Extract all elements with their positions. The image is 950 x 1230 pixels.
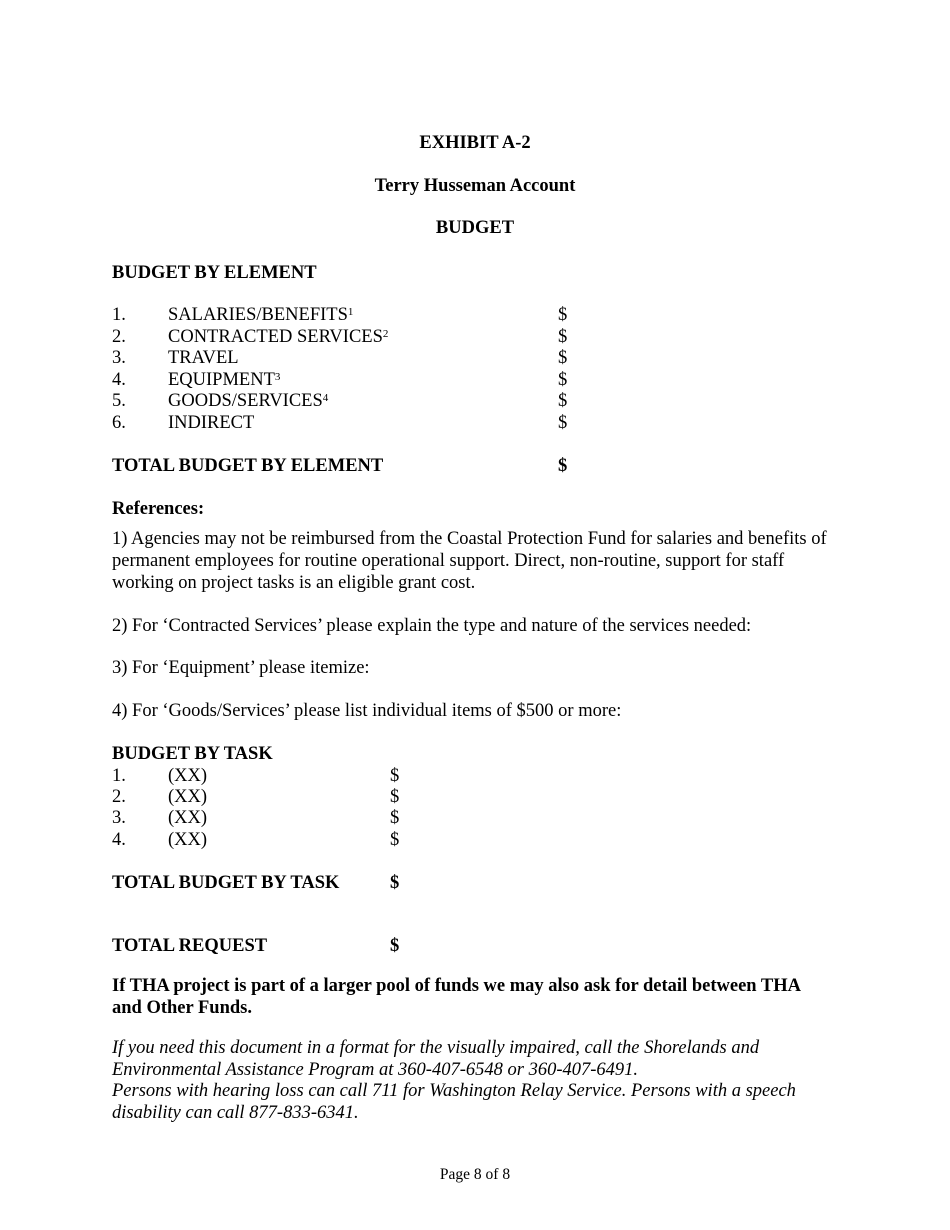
element-row-amount: $ xyxy=(558,413,568,433)
footnote-ref: 4 xyxy=(322,392,329,404)
accessibility-note-2: Persons with hearing loss can call 711 for Washington Relay Service. Persons with a speech disability can call 877-833-6341. xyxy=(112,1081,796,1123)
element-row-label: INDIRECT xyxy=(168,413,255,433)
tha-note: If THA project is part of a larger pool of funds we may also ask for detail between THA and Other Funds. xyxy=(112,976,800,1018)
task-row-amount: $ xyxy=(390,808,400,828)
total-by-element-label: TOTAL BUDGET BY ELEMENT xyxy=(112,456,384,476)
total-by-task-label: TOTAL BUDGET BY TASK xyxy=(112,873,340,893)
references-heading: References: xyxy=(112,499,205,519)
element-row-amount: $ xyxy=(558,327,568,347)
element-row-number: 6. xyxy=(112,413,126,433)
element-row-label: TRAVEL xyxy=(168,348,239,368)
element-row-number: 1. xyxy=(112,305,126,325)
element-row-number: 4. xyxy=(112,370,126,390)
reference-2: 2) For ‘Contracted Services’ please explain the type and nature of the services needed: xyxy=(112,616,752,636)
total-by-task-amount: $ xyxy=(390,873,400,893)
element-row-number: 5. xyxy=(112,391,126,411)
footnote-ref: 2 xyxy=(382,328,389,340)
task-row-label: (XX) xyxy=(168,830,208,850)
reference-3: 3) For ‘Equipment’ please itemize: xyxy=(112,658,370,678)
task-row-amount: $ xyxy=(390,830,400,850)
footnote-ref: 1 xyxy=(347,306,354,318)
task-row-amount: $ xyxy=(390,787,400,807)
reference-4: 4) For ‘Goods/Services’ please list individual items of $500 or more: xyxy=(112,701,622,721)
task-row-number: 3. xyxy=(112,808,126,828)
element-row-label: GOODS/SERVICES$^4$ xyxy=(168,391,329,411)
element-row-amount: $ xyxy=(558,348,568,368)
task-row-label: (XX) xyxy=(168,766,208,786)
task-row-number: 4. xyxy=(112,830,126,850)
exhibit-title: EXHIBIT A-2 xyxy=(419,133,531,153)
element-row-label: EQUIPMENT$^3$ xyxy=(168,370,281,390)
element-row-number: 2. xyxy=(112,327,126,347)
budget-by-element-heading: BUDGET BY ELEMENT xyxy=(112,263,317,283)
task-row-label: (XX) xyxy=(168,808,208,828)
account-title: Terry Husseman Account xyxy=(374,176,576,196)
element-row-amount: $ xyxy=(558,391,568,411)
total-by-element-amount: $ xyxy=(558,456,568,476)
total-request-amount: $ xyxy=(390,936,400,956)
budget-title: BUDGET xyxy=(435,218,515,238)
task-row-label: (XX) xyxy=(168,787,208,807)
page-number: Page 8 of 8 xyxy=(439,1166,511,1183)
footnote-ref: 3 xyxy=(274,371,281,383)
task-row-number: 2. xyxy=(112,787,126,807)
element-row-label: SALARIES/BENEFITS$^1$ xyxy=(168,305,354,325)
reference-1: 1) Agencies may not be reimbursed from the Coastal Protection Fund for salaries and benefits of permanent employees for routine operational support. Direct, non-routine, support for staff working on project tasks is an eligible grant cost. xyxy=(112,529,827,593)
accessibility-note-1: If you need this document in a format for the visually impaired, call the Shorelands and Environmental Assistance Program at 360-407-6548 or 360-407-6491. xyxy=(112,1038,760,1080)
element-row-amount: $ xyxy=(558,370,568,390)
element-row-amount: $ xyxy=(558,305,568,325)
task-row-amount: $ xyxy=(390,766,400,786)
task-row-number: 1. xyxy=(112,766,126,786)
element-row-number: 3. xyxy=(112,348,126,368)
budget-by-task-heading: BUDGET BY TASK xyxy=(112,744,273,764)
total-request-label: TOTAL REQUEST xyxy=(112,936,268,956)
element-row-label: CONTRACTED SERVICES$^2$ xyxy=(168,327,389,347)
